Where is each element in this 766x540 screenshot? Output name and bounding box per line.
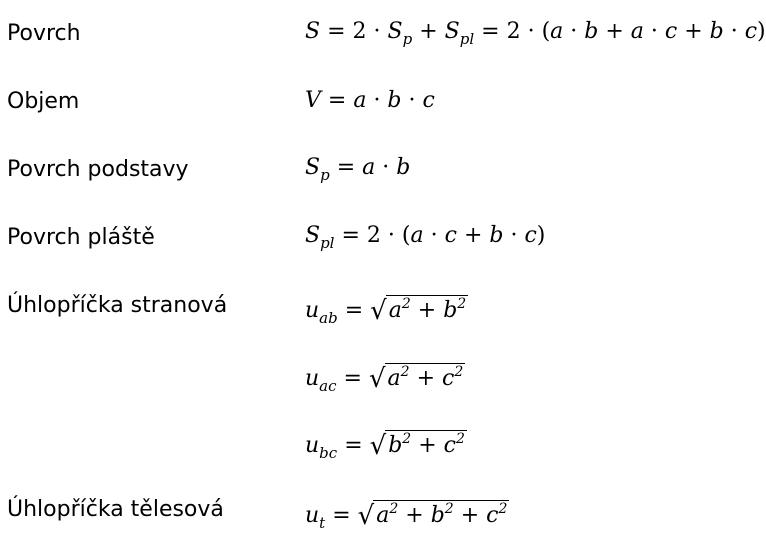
formula-u-bc: $u_{bc} = √b^2 + c^2$: [305, 431, 465, 462]
label-uhlopricka-stranova: Úhlopříčka stranová: [7, 293, 228, 318]
label-objem: Objem: [7, 89, 80, 114]
formula-povrch-podstavy: $S_p = a \cdot b$: [305, 155, 411, 184]
formula-povrch-plaste: $S_{pl} = 2 \cdot (a \cdot c + b \cdot c)$: [305, 223, 546, 252]
label-povrch-plaste: Povrch pláště: [7, 225, 155, 250]
formula-objem: V = a · b · c: [305, 88, 435, 113]
label-povrch: Povrch: [7, 21, 81, 46]
formula-u-ab: $u_{ab} = √a^2 + b^2$: [305, 296, 467, 327]
label-povrch-podstavy: Povrch podstavy: [7, 157, 189, 182]
formula-u-t: $u_t = √a^2 + b^2 + c^2$: [305, 501, 508, 532]
formula-u-ac: $u_{ac} = √a^2 + c^2$: [305, 364, 464, 395]
label-uhlopricka-telesova: Úhlopříčka tělesová: [7, 497, 224, 522]
formula-povrch: $S = 2 \cdot S_p + S_{pl} = 2 \cdot (a \cdot b + a \cdot c + b \cdot c)$: [305, 19, 766, 48]
